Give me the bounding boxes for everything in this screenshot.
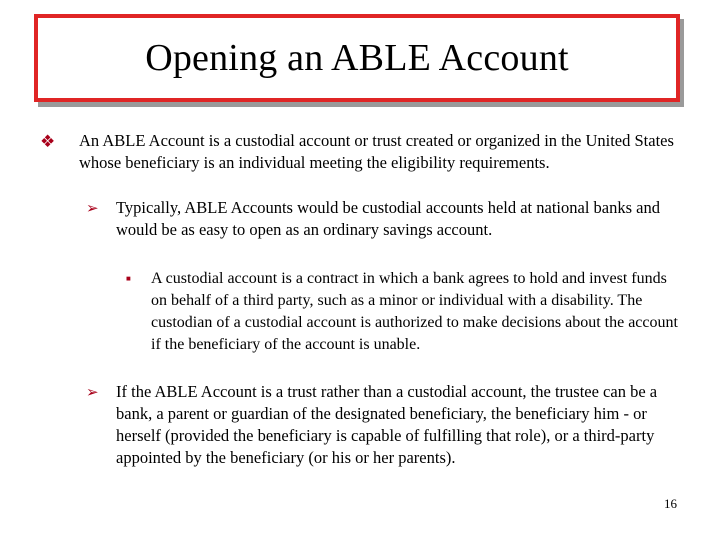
diamond-clover-bullet-icon: ❖ bbox=[40, 132, 56, 151]
page-number: 16 bbox=[664, 496, 677, 511]
bullet-level-2 bbox=[86, 381, 691, 469]
bullet-text: A custodial account is a contract in which a bank agrees to hold and invest funds on behalf of a third party, such as a minor or individual with a disability. The custodian of a custodial account is authorized to make decisions about the account if the beneficiary of the account is unable. bbox=[151, 270, 678, 353]
arrowhead-bullet-icon: ➢ bbox=[86, 201, 99, 217]
title-box bbox=[34, 14, 680, 102]
bullet-level-1 bbox=[40, 130, 690, 174]
bullet-text: If the ABLE Account is a trust rather than a custodial account, the trustee can be a bank, a parent or guardian of the designated beneficiary, the beneficiary him - or herself (provided the beneficiary is capable of fulfilling that role), or a third-party appointed by the beneficiary (or his or her parents). bbox=[116, 382, 658, 467]
slide-title: Opening an ABLE Account bbox=[145, 37, 569, 79]
bullet-text: Typically, ABLE Accounts would be custodial accounts held at national banks and would be as easy to open as an ordinary savings account. bbox=[116, 198, 660, 239]
bullet-level-3 bbox=[126, 268, 686, 356]
bullet-level-2 bbox=[86, 197, 686, 241]
arrowhead-bullet-icon: ➢ bbox=[86, 385, 99, 401]
square-bullet-icon: ■ bbox=[126, 274, 131, 283]
bullet-text: An ABLE Account is a custodial account or trust created or organized in the United States whose beneficiary is an individual meeting the eligibility requirements. bbox=[79, 131, 674, 172]
